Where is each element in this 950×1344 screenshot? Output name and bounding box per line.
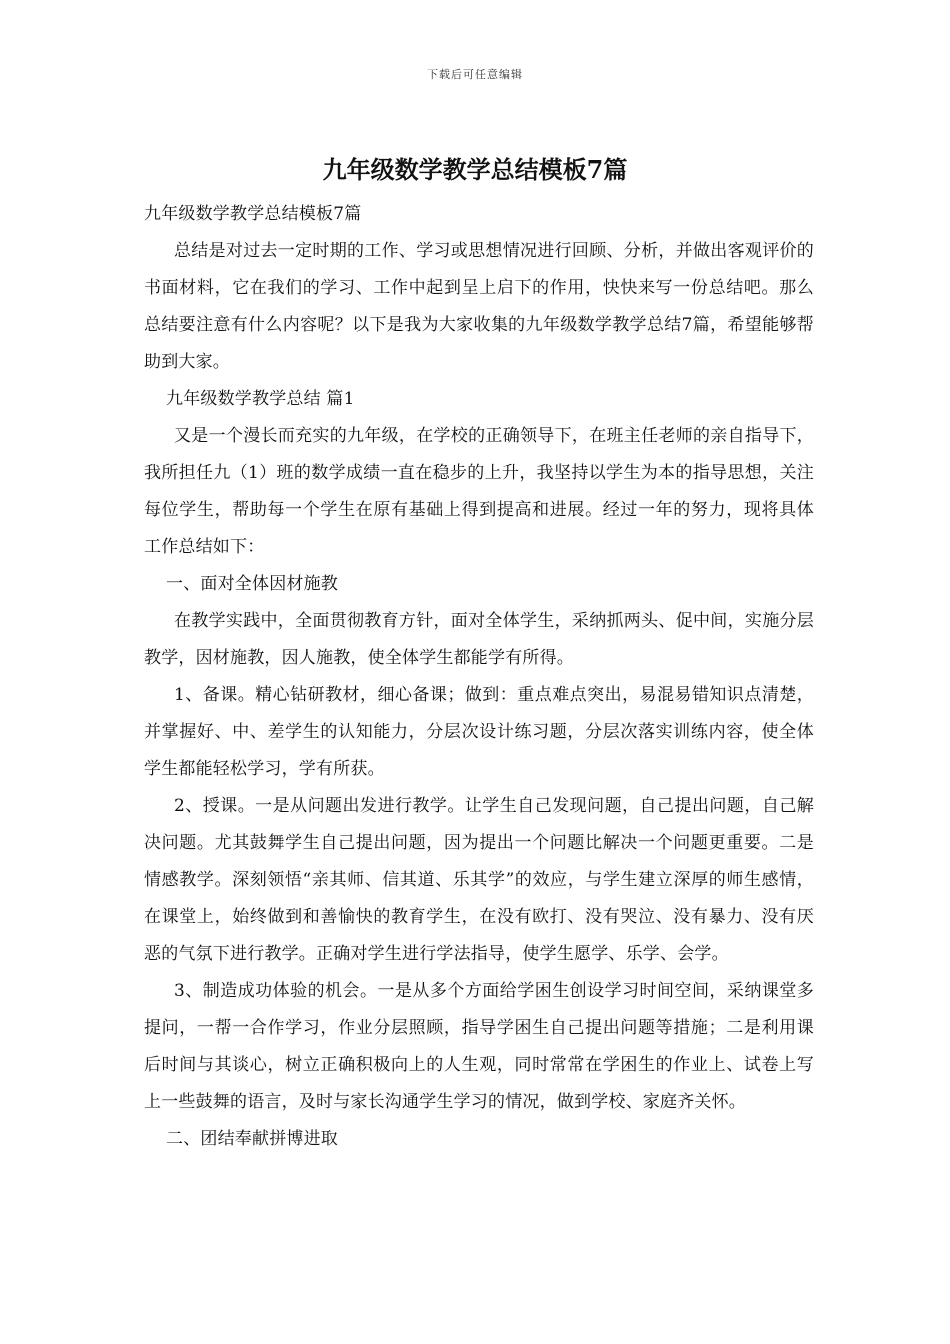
body-paragraph: 又是一个漫长而充实的九年级，在学校的正确领导下，在班主任老师的亲自指导下，我所担任九（1）班的数学成绩一直在稳步的上升，我坚持以学生为本的指导思想，关注每位学生，帮助每一个学生在原有基础上得到提高和进展。经过一年的努力，现将具体工作总结如下： [144,426,814,557]
list-item-2: 2、授课。一是从问题出发进行教学。让学生自己发现问题，自己提出问题，自己解决问题。尤其鼓舞学生自己提出问题，因为提出一个问题比解决一个问题更重要。二是情感教学。深刻领悟“亲其师、信其道、乐其学”的效应，与学生建立深厚的师生感情，在课堂上，始终做到和善愉快的教育学生，在没有欧打、没有哭泣、没有暴力、没有厌恶的气氛下进行教学。正确对学生进行学法指导，使学生愿学、乐学、会学。 [144,796,814,964]
section-heading-2: 二、团结奉献拼博进取 [166,1129,338,1149]
section-heading-1: 一、面对全体因材施教 [166,574,338,594]
section-title-1: 九年级数学教学总结 篇1 [166,389,355,409]
list-item-1: 1、备课。精心钻研教材，细心备课；做到：重点难点突出，易混易错知识点清楚，并掌握好、中、差学生的认知能力，分层次设计练习题，分层次落实训练内容，使全体学生都能轻松学习，学有所获。 [144,685,814,779]
list-item-3: 3、制造成功体验的机会。一是从多个方面给学困生创设学习时间空间，采纳课堂多提问，一帮一合作学习，作业分层照顾，指导学困生自己提出问题等措施；二是利用课后时间与其谈心，树立正确积极向上的人生观，同时常常在学困生的作业上、试卷上写上一些鼓舞的语言，及时与家长沟通学生学习的情况，做到学校、家庭齐关怀。 [144,981,814,1112]
document-title: 九年级数学教学总结模板7篇 [322,155,628,184]
intro-paragraph: 总结是对过去一定时期的工作、学习或思想情况进行回顾、分析，并做出客观评价的书面材料，它在我们的学习、工作中起到呈上启下的作用，快快来写一份总结吧。那么总结要注意有什么内容呢？以下是我为大家收集的九年级数学教学总结7篇，希望能够帮助到大家。 [144,241,814,372]
document-subtitle: 九年级数学教学总结模板7篇 [144,204,362,224]
body-paragraph: 在教学实践中，全面贯彻教育方针，面对全体学生，采纳抓两头、促中间，实施分层教学，因材施教，因人施教，使全体学生都能学有所得。 [144,611,814,668]
header-note: 下载后可任意编辑 [427,68,523,81]
document-body [144,196,814,1158]
